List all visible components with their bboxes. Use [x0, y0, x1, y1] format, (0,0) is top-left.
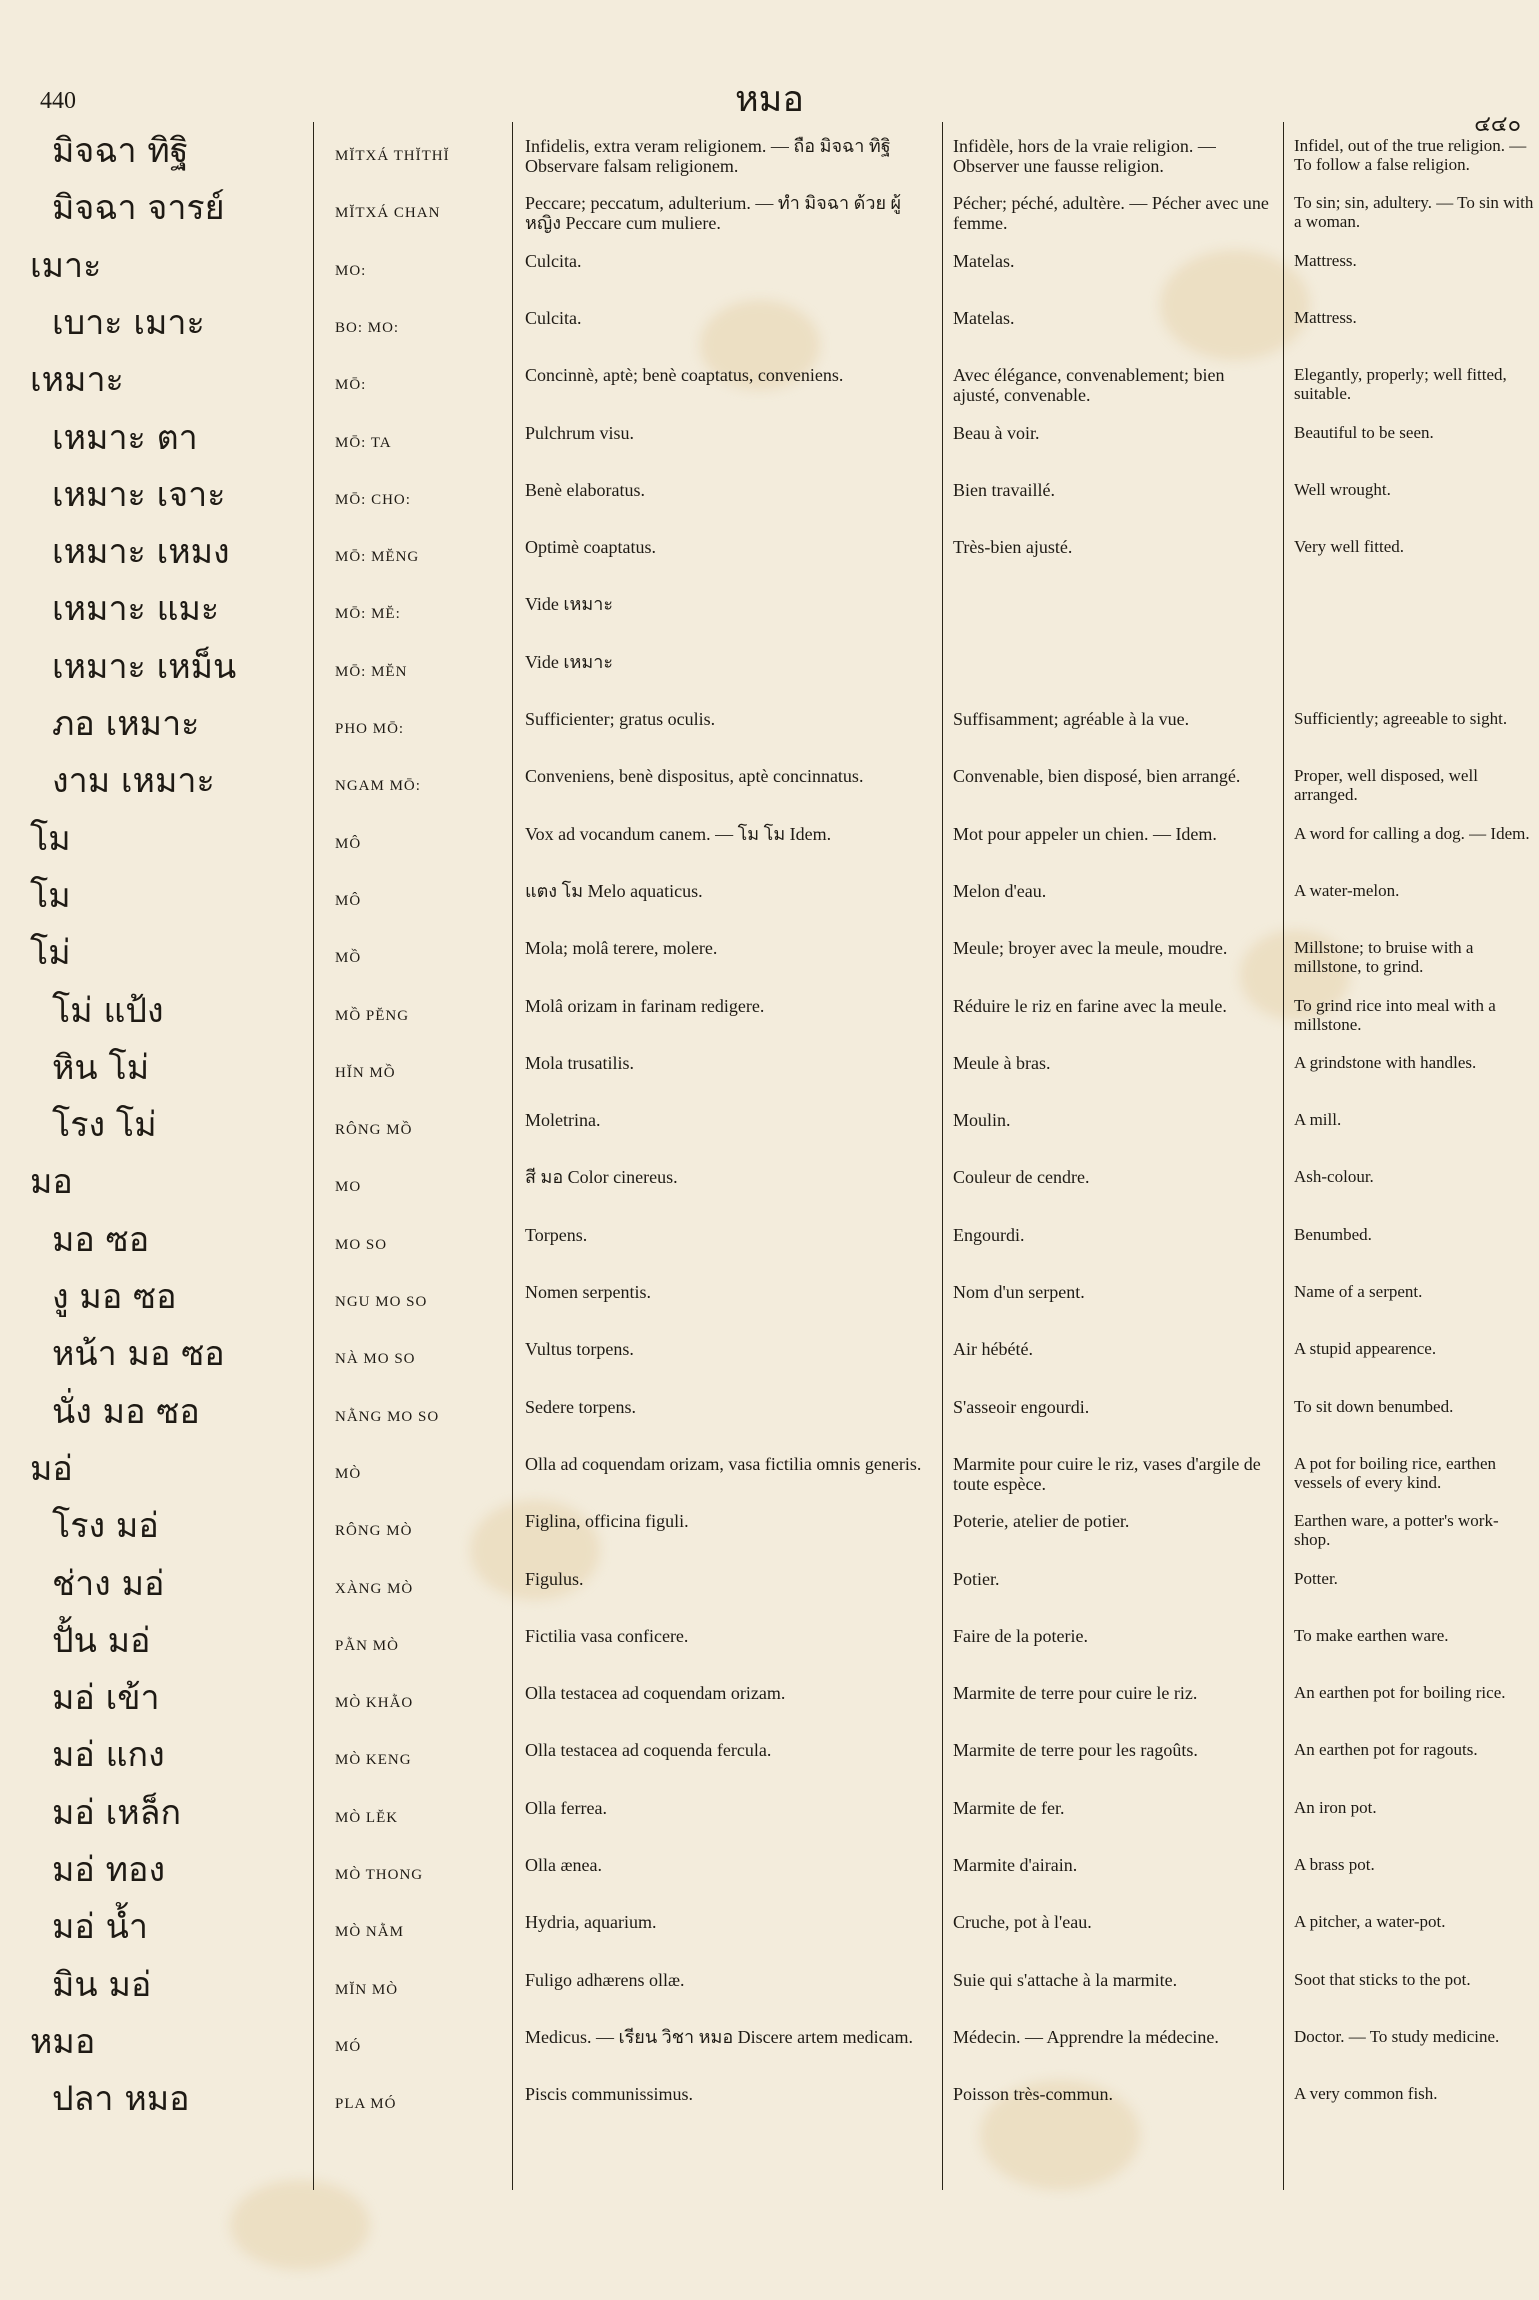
- romanization: MÔ: [335, 892, 362, 909]
- dictionary-entry: [0, 1906, 1539, 1963]
- thai-headword: ปั้น มอ่: [52, 1620, 151, 1661]
- romanization: NẰNG MO SO: [335, 1408, 440, 1425]
- dictionary-entry: [0, 1104, 1539, 1161]
- english-definition: A grindstone with handles.: [1294, 1052, 1477, 1072]
- english-definition: To make earthen ware.: [1294, 1625, 1449, 1645]
- romanization: NGAM MŌ:: [335, 778, 421, 795]
- latin-definition: Olla testacea ad coquenda fercula.: [525, 1740, 772, 1761]
- latin-definition: Nomen serpentis.: [525, 1282, 651, 1302]
- romanization: NÀ MO SO: [335, 1351, 416, 1368]
- thai-headword: นั่ง มอ ซอ: [52, 1391, 200, 1432]
- thai-headword: โม่ แป้ง: [52, 990, 164, 1031]
- french-definition: Cruche, pot à l'eau.: [953, 1912, 1092, 1933]
- english-definition: Infidel, out of the true religion. — To follow a false religion.: [1294, 136, 1527, 175]
- latin-definition: Torpens.: [525, 1224, 588, 1245]
- romanization: PẰN MÒ: [335, 1637, 399, 1654]
- latin-definition: Concinnè, aptè; benè coaptatus, conveniens.: [525, 365, 844, 386]
- thai-headword: หมอ: [30, 2021, 96, 2062]
- french-definition: Melon d'eau.: [953, 880, 1047, 901]
- latin-definition: Olla testacea ad coquendam orizam.: [525, 1683, 786, 1704]
- thai-headword: เหมาะ ตา: [52, 417, 198, 458]
- thai-headword: มอ่: [30, 1448, 73, 1489]
- running-head: หมอ: [734, 79, 805, 120]
- romanization: MO: [335, 1179, 362, 1196]
- romanization: MO SO: [335, 1236, 388, 1253]
- latin-definition: Figlina, officina figuli.: [525, 1511, 689, 1532]
- romanization: MỒ PĔNG: [335, 1007, 410, 1024]
- english-definition: To sit down benumbed.: [1294, 1396, 1454, 1416]
- french-definition: S'asseoir engourdi.: [953, 1396, 1090, 1417]
- english-definition: Potter.: [1294, 1568, 1338, 1588]
- english-definition: A pitcher, a water-pot.: [1294, 1912, 1446, 1932]
- romanization: PLA MÓ: [335, 2096, 397, 2113]
- latin-definition: สี มอ Color cinereus.: [525, 1167, 678, 1188]
- english-definition: An earthen pot for boiling rice.: [1294, 1683, 1506, 1703]
- dictionary-entry: [0, 130, 1539, 187]
- latin-definition: Hydria, aquarium.: [525, 1912, 657, 1933]
- english-definition: Well wrought.: [1294, 479, 1391, 499]
- english-definition: Ash-colour.: [1294, 1167, 1374, 1187]
- dictionary-entry: [0, 531, 1539, 588]
- dictionary-entry: [0, 1161, 1539, 1218]
- dictionary-entry: [0, 359, 1539, 416]
- french-definition: Engourdi.: [953, 1224, 1025, 1245]
- latin-definition: Vide เหมาะ: [525, 594, 614, 615]
- dictionary-entry: [0, 760, 1539, 817]
- latin-definition: Fictilia vasa conficere.: [525, 1625, 689, 1646]
- thai-headword: มอ่ เหล็ก: [52, 1792, 182, 1833]
- dictionary-entry: [0, 1792, 1539, 1849]
- latin-definition: Mola trusatilis.: [525, 1052, 634, 1073]
- romanization: MÒ THONG: [335, 1867, 424, 1883]
- romanization: MO:: [335, 262, 367, 279]
- dictionary-entry: [0, 187, 1539, 244]
- romanization: MŌ: MĔNG: [335, 549, 420, 566]
- latin-definition: Medicus. — เรียน วิชา หมอ Discere artem medicam.: [525, 2026, 914, 2047]
- english-definition: A water-melon.: [1294, 880, 1400, 900]
- thai-headword: โรง มอ่: [52, 1506, 159, 1547]
- romanization: BO: MO:: [335, 319, 400, 336]
- french-definition: Beau à voir.: [953, 422, 1040, 443]
- french-definition: Convenable, bien disposé, bien arrangé.: [953, 766, 1241, 787]
- english-definition: An earthen pot for ragouts.: [1294, 1740, 1478, 1760]
- french-definition: Marmite pour cuire le riz, vases d'argile de toute espèce.: [953, 1453, 1261, 1495]
- page-header: [0, 70, 1539, 136]
- english-definition: Proper, well disposed, well arranged.: [1294, 766, 1478, 805]
- french-definition: Suffisamment; agréable à la vue.: [953, 709, 1190, 729]
- thai-headword: มอ ซอ: [52, 1219, 150, 1260]
- dictionary-entry: [0, 932, 1539, 989]
- dictionary-entry: [0, 1849, 1539, 1906]
- romanization: MĬTXÁ THĬTHĬ: [335, 148, 450, 164]
- french-definition: Très-bien ajusté.: [953, 537, 1073, 558]
- dictionary-entry: [0, 646, 1539, 703]
- thai-headword: มิจฉา จารย์: [52, 188, 225, 229]
- french-definition: Matelas.: [953, 307, 1015, 328]
- thai-headword: ช่าง มอ่: [52, 1563, 165, 1604]
- english-definition: Soot that sticks to the pot.: [1294, 1969, 1471, 1989]
- thai-headword: งู มอ ซอ: [52, 1277, 177, 1317]
- thai-headword: เมาะ: [30, 245, 102, 286]
- latin-definition: Figulus.: [525, 1568, 584, 1589]
- thai-headword: มอ่ เข้า: [52, 1678, 160, 1719]
- thai-headword: โม: [30, 818, 71, 859]
- romanization: RÔNG MÒ: [335, 1523, 413, 1540]
- thai-headword: หิน โม่: [52, 1047, 150, 1088]
- dictionary-entry: [0, 245, 1539, 302]
- romanization: NGU MO SO: [335, 1294, 428, 1310]
- romanization: MĬN MÒ: [335, 1981, 399, 1998]
- dictionary-entry: [0, 1677, 1539, 1734]
- french-definition: Meule à bras.: [953, 1052, 1051, 1073]
- latin-definition: Vultus torpens.: [525, 1339, 634, 1360]
- dictionary-entry: [0, 1448, 1539, 1505]
- latin-definition: Optimè coaptatus.: [525, 537, 656, 558]
- latin-definition: Mola; molâ terere, molere.: [525, 938, 718, 959]
- page-number-left: 440: [40, 88, 76, 114]
- french-definition: Matelas.: [953, 250, 1015, 271]
- latin-definition: Vox ad vocandum canem. — โม โม Idem.: [525, 823, 832, 844]
- french-definition: Marmite de terre pour cuire le riz.: [953, 1683, 1198, 1704]
- english-definition: A pot for boiling rice, earthen vessels of every kind.: [1294, 1453, 1497, 1492]
- thai-headword: หน้า มอ ซอ: [52, 1334, 225, 1375]
- romanization: MŌ: MĔ:: [335, 606, 401, 623]
- thai-headword: โรง โม่: [52, 1105, 157, 1146]
- dictionary-entry: [0, 1964, 1539, 2021]
- english-definition: To sin; sin, adultery. — To sin with a woman.: [1294, 193, 1534, 232]
- french-definition: Médecin. — Apprendre la médecine.: [953, 2026, 1219, 2047]
- english-definition: Mattress.: [1294, 307, 1357, 327]
- french-definition: Faire de la poterie.: [953, 1625, 1088, 1646]
- romanization: MÒ LĔK: [335, 1809, 399, 1826]
- romanization: MỒ: [335, 950, 362, 967]
- english-definition: Very well fitted.: [1294, 537, 1404, 557]
- latin-definition: Culcita.: [525, 250, 582, 271]
- english-definition: A very common fish.: [1294, 2084, 1438, 2104]
- latin-definition: Piscis communissimus.: [525, 2084, 694, 2105]
- latin-definition: Olla ferrea.: [525, 1797, 607, 1818]
- english-definition: Beautiful to be seen.: [1294, 422, 1434, 442]
- thai-headword: เหมาะ เหมง: [52, 532, 230, 573]
- dictionary-entry: [0, 1391, 1539, 1448]
- dictionary-entry: [0, 1276, 1539, 1333]
- french-definition: Marmite de fer.: [953, 1797, 1065, 1818]
- latin-definition: Pulchrum visu.: [525, 422, 635, 443]
- latin-definition: Vide เหมาะ: [525, 651, 614, 672]
- romanization: MŌ: CHO:: [335, 491, 411, 508]
- romanization: MŌ: MĔN: [335, 663, 408, 680]
- romanization: MÓ: [335, 2038, 362, 2055]
- thai-headword: โม: [30, 875, 71, 916]
- page-number-right: ๔๔๐: [1474, 111, 1521, 136]
- latin-definition: Peccare; peccatum, adulterium. — ทำ มิจฉา ด้วย ผู้ หญิง Peccare cum muliere.: [525, 193, 902, 234]
- thai-headword: เหมาะ เหม็น: [52, 646, 237, 687]
- thai-headword: มอ่ แกง: [52, 1735, 165, 1776]
- dictionary-entry: [0, 875, 1539, 932]
- romanization: MĬTXÁ CHAN: [335, 205, 441, 222]
- english-definition: Benumbed.: [1294, 1224, 1372, 1244]
- dictionary-entry: [0, 1333, 1539, 1390]
- french-definition: Réduire le riz en farine avec la meule.: [953, 995, 1227, 1016]
- romanization: RÔNG MỒ: [335, 1122, 413, 1139]
- romanization: MÒ: [335, 1465, 362, 1482]
- dictionary-entry: [0, 1734, 1539, 1791]
- romanization: PHO MŌ:: [335, 721, 405, 737]
- french-definition: Marmite de terre pour les ragoûts.: [953, 1740, 1198, 1761]
- french-definition: Nom d'un serpent.: [953, 1282, 1085, 1302]
- french-definition: Couleur de cendre.: [953, 1167, 1090, 1188]
- english-definition: A stupid appearence.: [1294, 1339, 1437, 1359]
- french-definition: Bien travaillé.: [953, 479, 1055, 500]
- dictionary-entry: [0, 474, 1539, 531]
- dictionary-entry: [0, 588, 1539, 645]
- french-definition: Infidèle, hors de la vraie religion. — Observer une fausse religion.: [953, 136, 1216, 177]
- dictionary-entry: [0, 703, 1539, 760]
- dictionary-entry: [0, 2078, 1539, 2135]
- latin-definition: Fuligo adhærens ollæ.: [525, 1969, 685, 1990]
- thai-headword: โม่: [30, 933, 71, 974]
- latin-definition: Molâ orizam in farinam redigere.: [525, 995, 765, 1016]
- thai-headword: เบาะ เมาะ: [52, 302, 205, 343]
- french-definition: Suie qui s'attache à la marmite.: [953, 1969, 1178, 1990]
- dictionary-entry: [0, 1047, 1539, 1104]
- french-definition: Marmite d'airain.: [953, 1855, 1078, 1875]
- romanization: MÒ KHẰO: [335, 1695, 414, 1712]
- french-definition: Pécher; péché, adultère. — Pécher avec une femme.: [953, 193, 1269, 234]
- thai-headword: เหมาะ: [30, 360, 124, 401]
- english-definition: Elegantly, properly; well fitted, suitable.: [1294, 365, 1507, 404]
- dictionary-entry: [0, 818, 1539, 875]
- english-definition: A word for calling a dog. — Idem.: [1294, 823, 1530, 843]
- french-definition: Air hébété.: [953, 1339, 1033, 1360]
- english-definition: A brass pot.: [1294, 1855, 1375, 1874]
- english-definition: A mill.: [1294, 1110, 1342, 1130]
- thai-headword: งาม เหมาะ: [52, 761, 215, 802]
- latin-definition: Olla ænea.: [525, 1855, 602, 1875]
- latin-definition: Conveniens, benè dispositus, aptè concinnatus.: [525, 766, 864, 787]
- latin-definition: Benè elaboratus.: [525, 479, 645, 500]
- dictionary-entry: [0, 417, 1539, 474]
- thai-headword: มอ่ ทอง: [52, 1850, 166, 1890]
- english-definition: Sufficiently; agreeable to sight.: [1294, 709, 1508, 728]
- dictionary-entry: [0, 990, 1539, 1047]
- latin-definition: แตง โม Melo aquaticus.: [525, 880, 703, 901]
- thai-headword: มอ่ น้ำ: [52, 1907, 148, 1948]
- thai-headword: ปลา หมอ: [52, 2079, 190, 2120]
- romanization: MÒ NẰM: [335, 1924, 404, 1941]
- paper-stain: [230, 2180, 370, 2270]
- thai-headword: มอ: [30, 1162, 73, 1203]
- thai-headword: ภอ เหมาะ: [52, 704, 200, 744]
- french-definition: Potier.: [953, 1568, 1000, 1589]
- english-definition: To grind rice into meal with a millstone.: [1294, 995, 1496, 1034]
- french-definition: Moulin.: [953, 1110, 1011, 1131]
- french-definition: Meule; broyer avec la meule, moudre.: [953, 938, 1228, 959]
- thai-headword: เหมาะ เจาะ: [52, 474, 226, 515]
- romanization: MÒ KENG: [335, 1752, 412, 1769]
- dictionary-entry: [0, 1219, 1539, 1276]
- english-definition: Earthen ware, a potter's work-shop.: [1294, 1511, 1499, 1550]
- french-definition: Poisson très-commun.: [953, 2084, 1113, 2105]
- french-definition: Mot pour appeler un chien. — Idem.: [953, 823, 1217, 844]
- french-definition: Poterie, atelier de potier.: [953, 1511, 1130, 1532]
- thai-headword: มิน มอ่: [52, 1964, 152, 2005]
- thai-headword: มิจฉา ทิฐิ: [52, 131, 189, 171]
- latin-definition: Moletrina.: [525, 1110, 601, 1131]
- thai-headword: เหมาะ แมะ: [52, 589, 220, 630]
- latin-definition: Infidelis, extra veram religionem. — ถือ มิจฉา ทิฐิ Observare falsam religionem.: [525, 136, 891, 177]
- romanization: MÔ: [335, 835, 362, 852]
- latin-definition: Culcita.: [525, 307, 582, 328]
- english-definition: Doctor. — To study medicine.: [1294, 2026, 1500, 2046]
- latin-definition: Olla ad coquendam orizam, vasa fictilia omnis generis.: [525, 1453, 922, 1474]
- french-definition: Avec élégance, convenablement; bien ajusté, convenable.: [953, 365, 1225, 406]
- english-definition: Millstone; to bruise with a millstone, to grind.: [1294, 938, 1474, 977]
- dictionary-entry: [0, 1620, 1539, 1677]
- latin-definition: Sedere torpens.: [525, 1396, 636, 1417]
- romanization: XÀNG MÒ: [335, 1580, 414, 1597]
- english-definition: An iron pot.: [1294, 1797, 1377, 1817]
- romanization: MŌ:: [335, 377, 367, 394]
- dictionary-entry: [0, 302, 1539, 359]
- english-definition: Name of a serpent.: [1294, 1282, 1423, 1301]
- english-definition: Mattress.: [1294, 250, 1357, 270]
- latin-definition: Sufficienter; gratus oculis.: [525, 709, 716, 729]
- dictionary-entry: [0, 1563, 1539, 1620]
- romanization: MŌ: TA: [335, 434, 392, 451]
- romanization: HĬN MỒ: [335, 1064, 396, 1081]
- dictionary-entry: [0, 2021, 1539, 2078]
- dictionary-entry: [0, 1505, 1539, 1562]
